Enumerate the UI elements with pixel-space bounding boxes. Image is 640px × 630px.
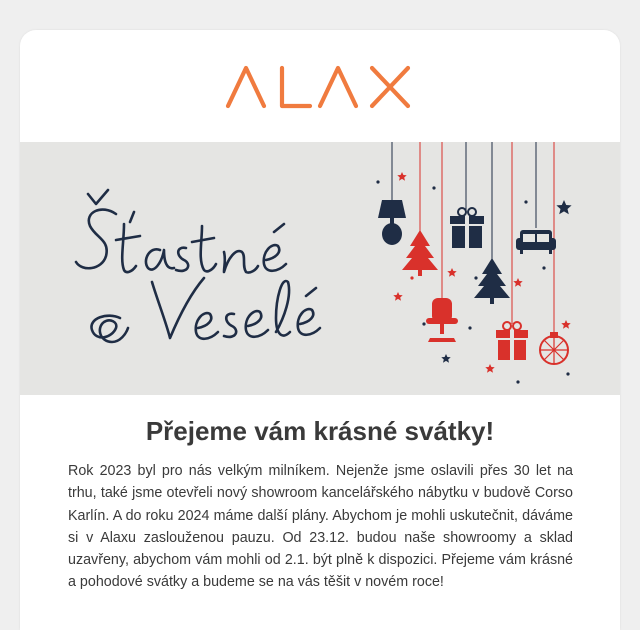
message-heading: Přejeme vám krásné svátky! xyxy=(145,416,495,446)
logo[interactable] xyxy=(20,56,620,116)
star-icon xyxy=(561,320,570,329)
star-icon xyxy=(513,278,522,287)
holiday-illustration xyxy=(20,142,620,395)
navy-tree-ornament-icon xyxy=(474,258,510,304)
star-icon xyxy=(447,268,456,277)
greeting-lettering-line2 xyxy=(91,278,320,342)
star-icon xyxy=(441,354,450,363)
sofa-ornament-icon xyxy=(516,230,556,254)
holiday-banner xyxy=(20,142,620,395)
star-icon xyxy=(393,292,402,301)
star-icon xyxy=(556,200,571,214)
star-icon xyxy=(485,364,494,373)
red-tree-ornament-icon xyxy=(402,230,438,276)
bauble-ornament-icon xyxy=(540,332,568,364)
email-card xyxy=(20,30,620,630)
red-gift-ornament-icon xyxy=(496,322,528,360)
lamp-ornament-icon xyxy=(378,200,406,245)
office-chair-ornament-icon xyxy=(426,298,458,342)
greeting-lettering xyxy=(76,190,286,273)
message-body: Rok 2023 byl pro nás velkým milníkem. Nejenže jsme oslavili přes 30 let na trhu, také jsme otevřeli nový showroom kancelářského nábytku v budově Corso Karlín. A do roku 2024 máme další plány. Abychom je mohli uskutečnit, dáváme si v Alaxu zaslouženou pauzu. Od 23.12. budou naše showroomy a sklad uzavřeny, abychom vám mohli od 2.1. být plně k dispozici. Přejeme vám krásné a pohodové svátky a budeme se na vás těšit v novém roce! xyxy=(68,463,573,591)
star-icon xyxy=(397,172,406,181)
alax-logo-mark xyxy=(220,56,420,116)
